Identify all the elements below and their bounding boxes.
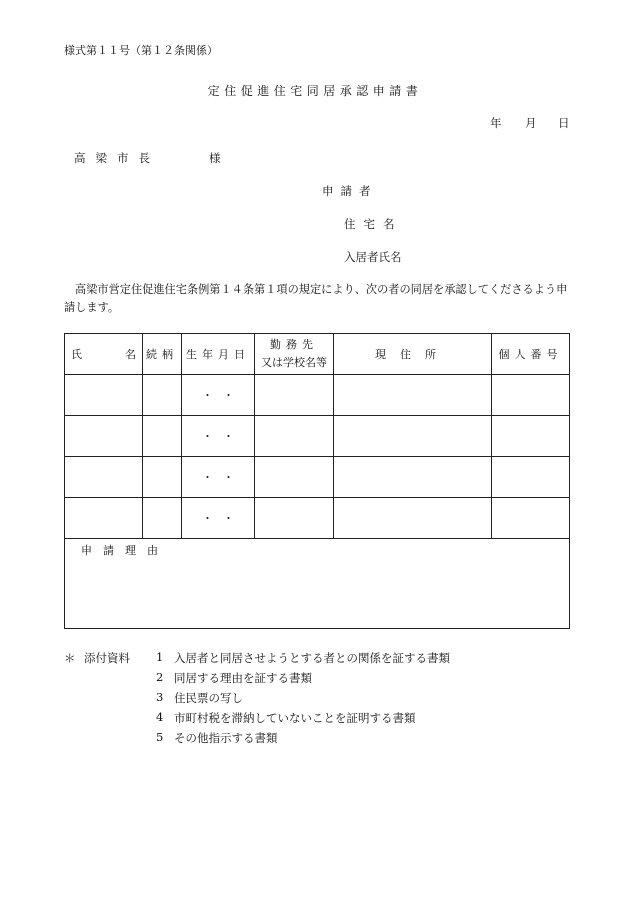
cell-workplace[interactable] bbox=[255, 498, 334, 539]
date-year-label: 年 bbox=[490, 116, 502, 130]
cell-birthdate[interactable]: ・ ・ bbox=[182, 375, 255, 416]
attachment-number: 3 bbox=[156, 690, 164, 704]
cell-id-number[interactable] bbox=[492, 457, 570, 498]
header-name-given: 名 bbox=[125, 348, 136, 361]
attachment-marker: ＊ bbox=[64, 651, 76, 665]
addressee-suffix: 様 bbox=[209, 151, 221, 165]
cell-name[interactable] bbox=[65, 457, 143, 498]
reason-row bbox=[65, 539, 570, 629]
cell-id-number[interactable] bbox=[492, 375, 570, 416]
form-code: 様式第１１号（第１２条関係） bbox=[64, 44, 218, 57]
attachment-text: その他指示する書類 bbox=[174, 731, 278, 745]
header-workplace-line1: 勤務先 bbox=[270, 338, 318, 351]
cell-address[interactable] bbox=[334, 457, 492, 498]
reason-label: 申請理由 bbox=[81, 544, 169, 557]
cell-address[interactable] bbox=[334, 498, 492, 539]
cell-relation[interactable] bbox=[143, 498, 182, 539]
attachment-text: 同居する理由を証する書類 bbox=[174, 671, 312, 685]
attachment-number: 5 bbox=[156, 730, 164, 744]
cell-relation[interactable] bbox=[143, 375, 182, 416]
header-workplace bbox=[255, 334, 334, 375]
cell-workplace[interactable] bbox=[255, 457, 334, 498]
application-statement: 高梁市営定住促進住宅条例第１４条第１項の規定により、次の者の同居を承認してくださるよう申請します。 bbox=[64, 283, 568, 314]
attachment-text: 市町村税を滞納していないことを証明する書類 bbox=[174, 711, 416, 725]
attachment-text: 入居者と同居させようとする者との関係を証する書類 bbox=[174, 651, 450, 665]
date-day-label: 日 bbox=[558, 116, 570, 130]
cell-address[interactable] bbox=[334, 375, 492, 416]
applicant-label: 申請者 bbox=[322, 184, 378, 198]
cell-name[interactable] bbox=[65, 375, 143, 416]
cell-workplace[interactable] bbox=[255, 416, 334, 457]
header-workplace-line2: 又は学校名等 bbox=[261, 356, 327, 369]
table-row bbox=[65, 457, 570, 498]
table-row bbox=[65, 416, 570, 457]
date-month-label: 月 bbox=[525, 116, 537, 130]
attachment-number: 4 bbox=[156, 710, 164, 724]
reason-cell[interactable] bbox=[65, 539, 570, 629]
cell-id-number[interactable] bbox=[492, 416, 570, 457]
table-row bbox=[65, 498, 570, 539]
attachment-number: 2 bbox=[156, 670, 164, 684]
addressee-name: 高梁市長 bbox=[74, 151, 160, 165]
cell-name[interactable] bbox=[65, 498, 143, 539]
table-header-row bbox=[65, 334, 570, 375]
cell-workplace[interactable] bbox=[255, 375, 334, 416]
attachment-number: 1 bbox=[156, 650, 164, 664]
attachment-text: 住民票の写し bbox=[174, 691, 243, 705]
table-row bbox=[65, 375, 570, 416]
cell-relation[interactable] bbox=[143, 457, 182, 498]
cell-id-number[interactable] bbox=[492, 498, 570, 539]
document-title: 定住促進住宅同居承認申請書 bbox=[207, 84, 423, 98]
header-relation: 続柄 bbox=[143, 334, 182, 375]
cohabitant-table bbox=[64, 333, 570, 629]
header-birthdate: 生年月日 bbox=[182, 334, 255, 375]
cell-address[interactable] bbox=[334, 416, 492, 457]
header-id-number: 個人番号 bbox=[492, 334, 570, 375]
header-name-family: 氏 bbox=[71, 348, 82, 361]
header-name bbox=[65, 334, 143, 375]
header-address: 現住所 bbox=[334, 334, 492, 375]
residence-name-label: 住宅名 bbox=[344, 217, 403, 231]
cell-relation[interactable] bbox=[143, 416, 182, 457]
cell-name[interactable] bbox=[65, 416, 143, 457]
cell-birthdate[interactable]: ・ ・ bbox=[182, 457, 255, 498]
occupant-name-label: 入居者氏名 bbox=[344, 250, 402, 264]
cell-birthdate[interactable]: ・ ・ bbox=[182, 416, 255, 457]
attachment-heading: 添付資料 bbox=[84, 651, 130, 665]
cell-birthdate[interactable]: ・ ・ bbox=[182, 498, 255, 539]
